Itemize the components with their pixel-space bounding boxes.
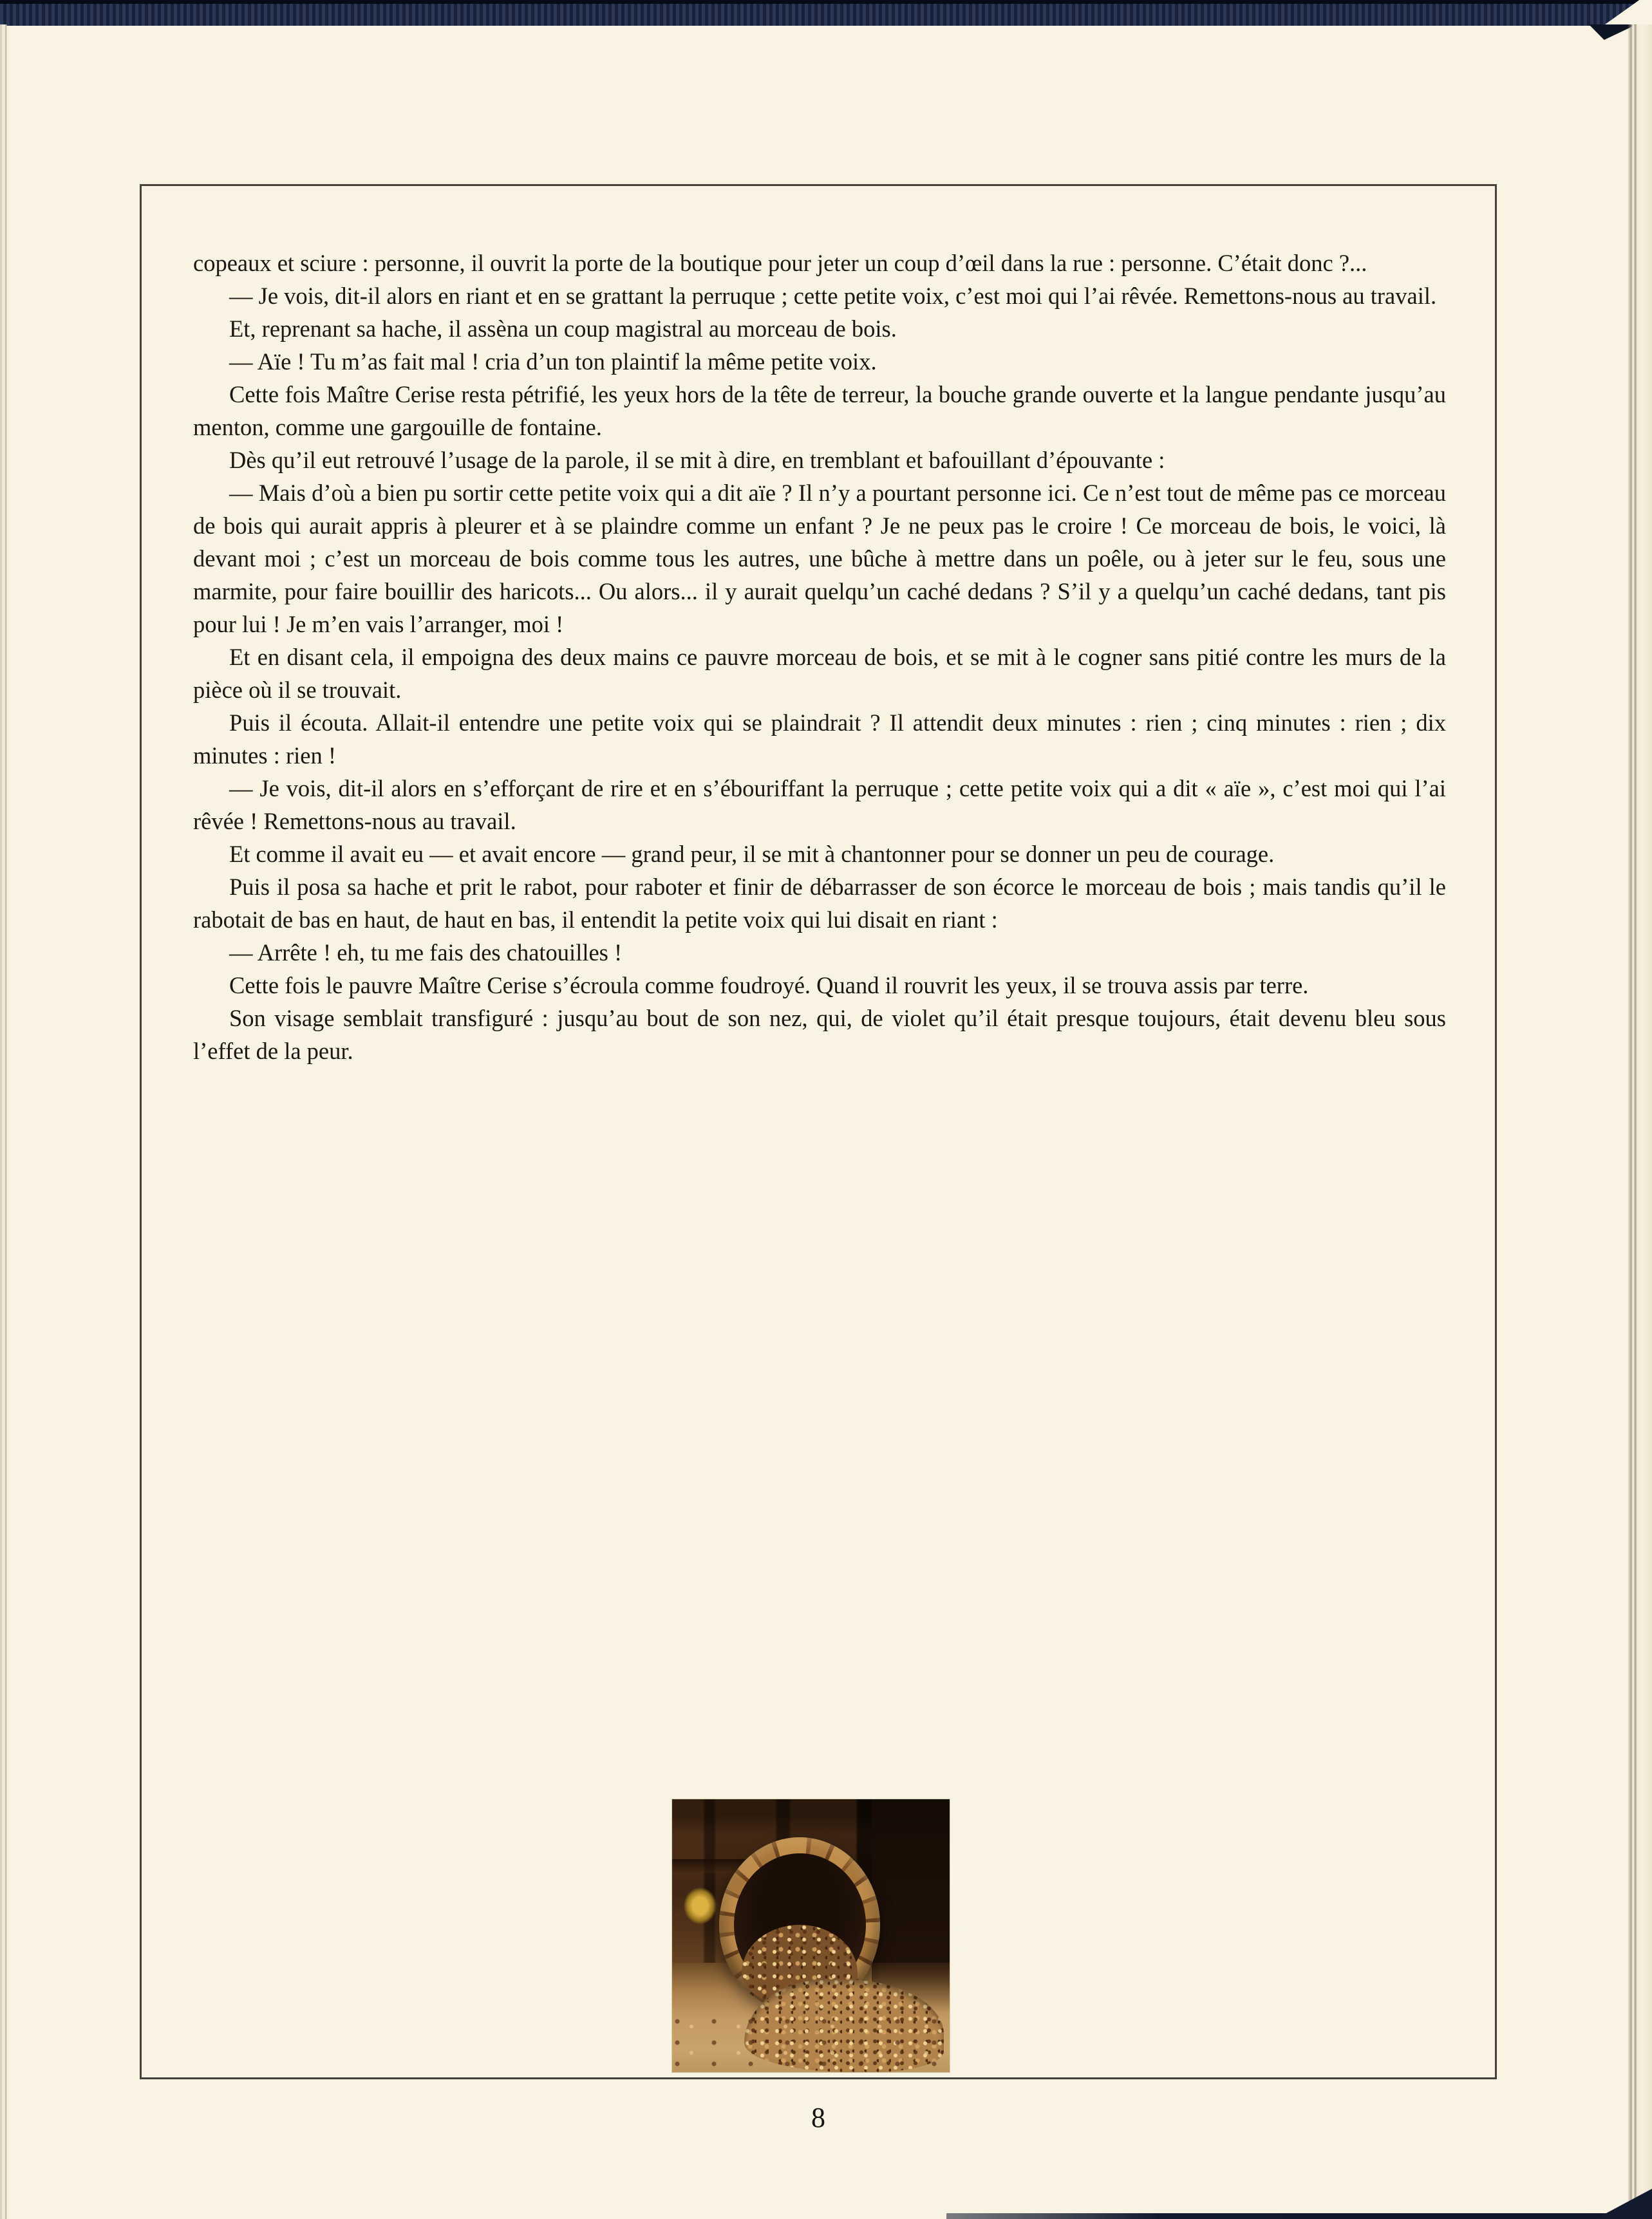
paragraph: Et, reprenant sa hache, il assèna un coup magistral au morceau de bois. xyxy=(229,315,897,342)
paragraph: copeaux et sciure : personne, il ouvrit la porte de la boutique pour jeter un coup d’œil dans la rue : personne. C’était donc ?... xyxy=(193,250,1367,276)
paragraph: Puis il écouta. Allait-il entendre une petite voix qui se plaindrait ? Il attendit deux minutes : rien ; cinq minutes : rien ; dix minutes : rien ! xyxy=(193,709,1446,769)
paragraph: Dès qu’il eut retrouvé l’usage de la parole, il se mit à dire, en tremblant et bafouillant d’épouvante : xyxy=(229,447,1165,473)
paragraph: Cette fois Maître Cerise resta pétrifié, les yeux hors de la tête de terreur, la bouche grande ouverte et la langue pendante jusqu’au menton, comme une gargouille de fontaine. xyxy=(193,381,1446,440)
paragraph: Puis il posa sa hache et prit le rabot, pour raboter et finir de débarrasser de son écorce le morceau de bois ; mais tandis qu’il le rabotait de bas en haut, de haut en bas, il entendit la petite voix qui lui disait en riant : xyxy=(193,874,1446,933)
page-stack-right-edge xyxy=(1637,24,1652,2213)
paragraph: — Je vois, dit-il alors en riant et en se grattant la perruque ; cette petite voix, c’est moi qui l’ai rêvée. Remettons-nous au travail. xyxy=(229,283,1437,309)
book-cover-top-edge xyxy=(0,0,1639,26)
paragraph: — Je vois, dit-il alors en s’efforçant de rire et en s’ébouriffant la perruque ; cette petite voix qui a dit « aïe », c’est moi qui l’ai rêvée ! Remettons-nous au travail. xyxy=(193,775,1446,834)
text-block xyxy=(193,247,1446,1067)
dark-doorway xyxy=(872,1799,950,2012)
barrel-illustration xyxy=(672,1799,950,2072)
page-left-edge xyxy=(0,24,10,2219)
paragraph: Et en disant cela, il empoigna des deux mains ce pauvre morceau de bois, et se mit à le cogner sans pitié contre les murs de la pièce où il se trouvait. xyxy=(193,644,1446,703)
scattered-shavings xyxy=(672,2018,950,2072)
straw-tuft xyxy=(678,1881,722,1930)
paragraph: Cette fois le pauvre Maître Cerise s’écroula comme foudroyé. Quand il rouvrit les yeux, il se trouva assis par terre. xyxy=(229,972,1309,998)
paragraph: Son visage semblait transfiguré : jusqu’au bout de son nez, qui, de violet qu’il était presque toujours, était devenu bleu sous l’effet de la peur. xyxy=(193,1005,1446,1064)
page-number: 8 xyxy=(811,2102,825,2133)
paragraph: — Aïe ! Tu m’as fait mal ! cria d’un ton plaintif la même petite voix. xyxy=(229,348,877,375)
paragraph: — Mais d’où a bien pu sortir cette petite voix qui a dit aïe ? Il n’y a pourtant personne ici. Ce n’est tout de même pas ce morceau de bois qui aurait appris à pleurer et à se plaindre comme un enfant ? Je ne peux pas le croire ! Ce morceau de bois, le voici, là devant moi ; c’est un morceau de bois comme tous les autres, une bûche à mettre dans un poêle, ou à jeter sur le feu, sous une marmite, pour faire bouillir des haricots... Ou alors... il y aurait quelqu’un caché dedans ? S’il y a quelqu’un caché dedans, tant pis pour lui ! Je m’en vais l’arranger, moi ! xyxy=(193,480,1446,637)
paragraph: Et comme il avait eu — et avait encore — grand peur, il se mit à chantonner pour se donner un peu de courage. xyxy=(229,841,1275,867)
text-border-box xyxy=(140,184,1497,2079)
book-cover-bottom-edge xyxy=(946,2213,1652,2219)
paragraph: — Arrête ! eh, tu me fais des chatouilles ! xyxy=(229,939,623,966)
